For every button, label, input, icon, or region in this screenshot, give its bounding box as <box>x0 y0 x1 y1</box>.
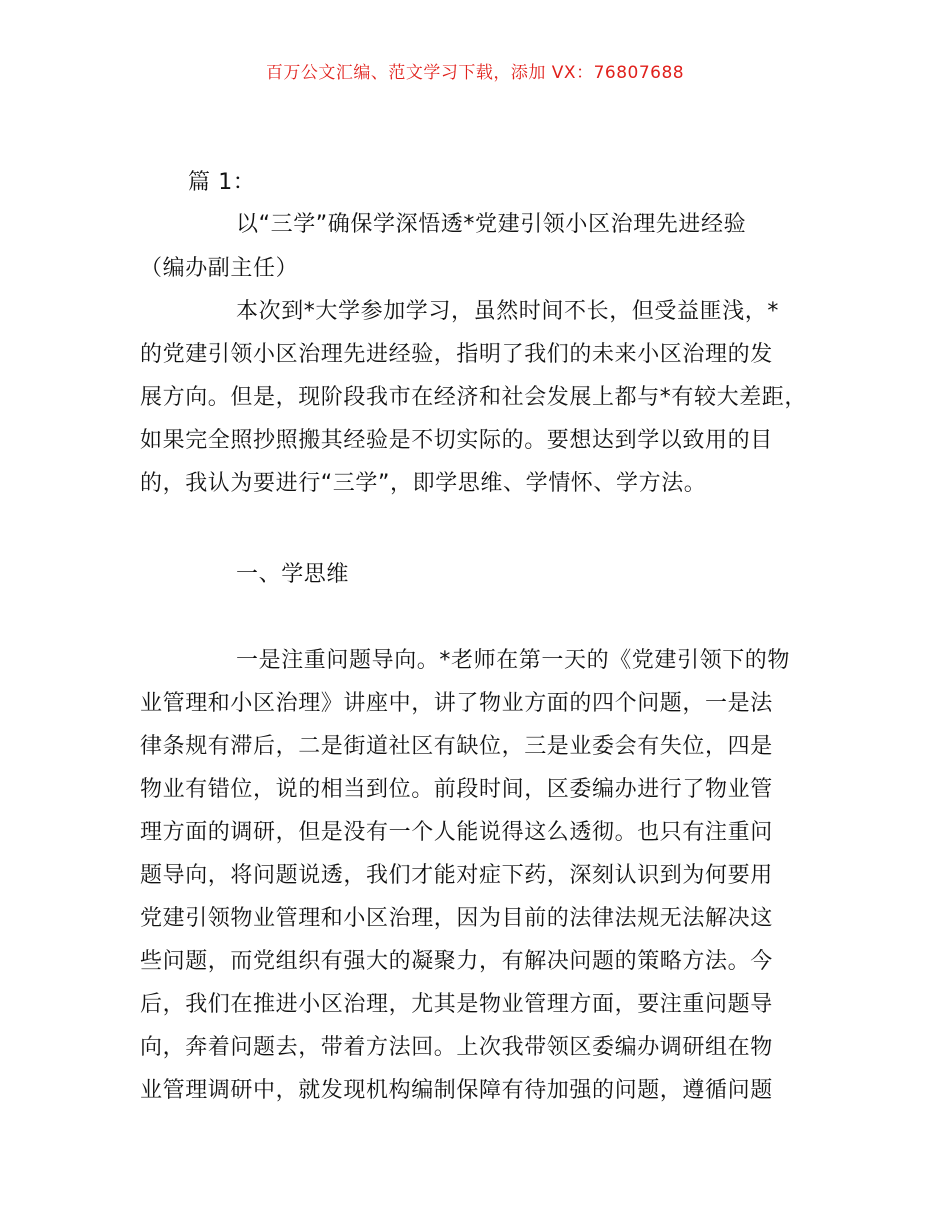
body-line: 些问题，而党组织有强大的凝聚力，有解决问题的策略方法。今 <box>140 949 773 974</box>
intro-line: 本次到*大学参加学习，虽然时间不长，但受益匪浅，* <box>236 299 780 324</box>
body-line: 题导向，将问题说透，我们才能对症下药，深刻认识到为何要用 <box>140 863 773 888</box>
body-line: 党建引领物业管理和小区治理，因为目前的法律法规无法解决这 <box>140 906 773 931</box>
section-heading: 一、学思维 <box>236 562 350 587</box>
intro-line: 展方向。但是，现阶段我市在经济和社会发展上都与*有较大差距， <box>140 385 808 410</box>
promo-banner: 百万公文汇编、范文学习下载，添加 VX：76807688 <box>265 63 685 83</box>
intro-line: 的，我认为要进行“三学”，即学思维、学情怀、学方法。 <box>140 471 707 496</box>
document-title: 以“三学”确保学深悟透*党建引领小区治理先进经验 <box>236 212 747 237</box>
body-line: 业管理调研中，就发现机构编制保障有待加强的问题，遵循问题 <box>140 1078 773 1103</box>
intro-line: 的党建引领小区治理先进经验，指明了我们的未来小区治理的发 <box>140 342 773 367</box>
body-line: 一是注重问题导向。*老师在第一天的《党建引领下的物 <box>236 648 791 673</box>
body-line: 理方面的调研，但是没有一个人能说得这么透彻。也只有注重问 <box>140 820 773 845</box>
document-subtitle: （编办副主任） <box>140 256 299 281</box>
intro-line: 如果完全照抄照搬其经验是不切实际的。要想达到学以致用的目 <box>140 428 773 453</box>
body-line: 业管理和小区治理》讲座中，讲了物业方面的四个问题，一是法 <box>140 691 773 716</box>
body-line: 律条规有滞后，二是街道社区有缺位，三是业委会有失位，四是 <box>140 734 773 759</box>
body-line: 向，奔着问题去，带着方法回。上次我带领区委编办调研组在物 <box>140 1035 773 1060</box>
body-line: 后，我们在推进小区治理，尤其是物业管理方面，要注重问题导 <box>140 992 773 1017</box>
section-label: 篇 1： <box>188 170 256 195</box>
body-line: 物业有错位，说的相当到位。前段时间，区委编办进行了物业管 <box>140 777 773 802</box>
